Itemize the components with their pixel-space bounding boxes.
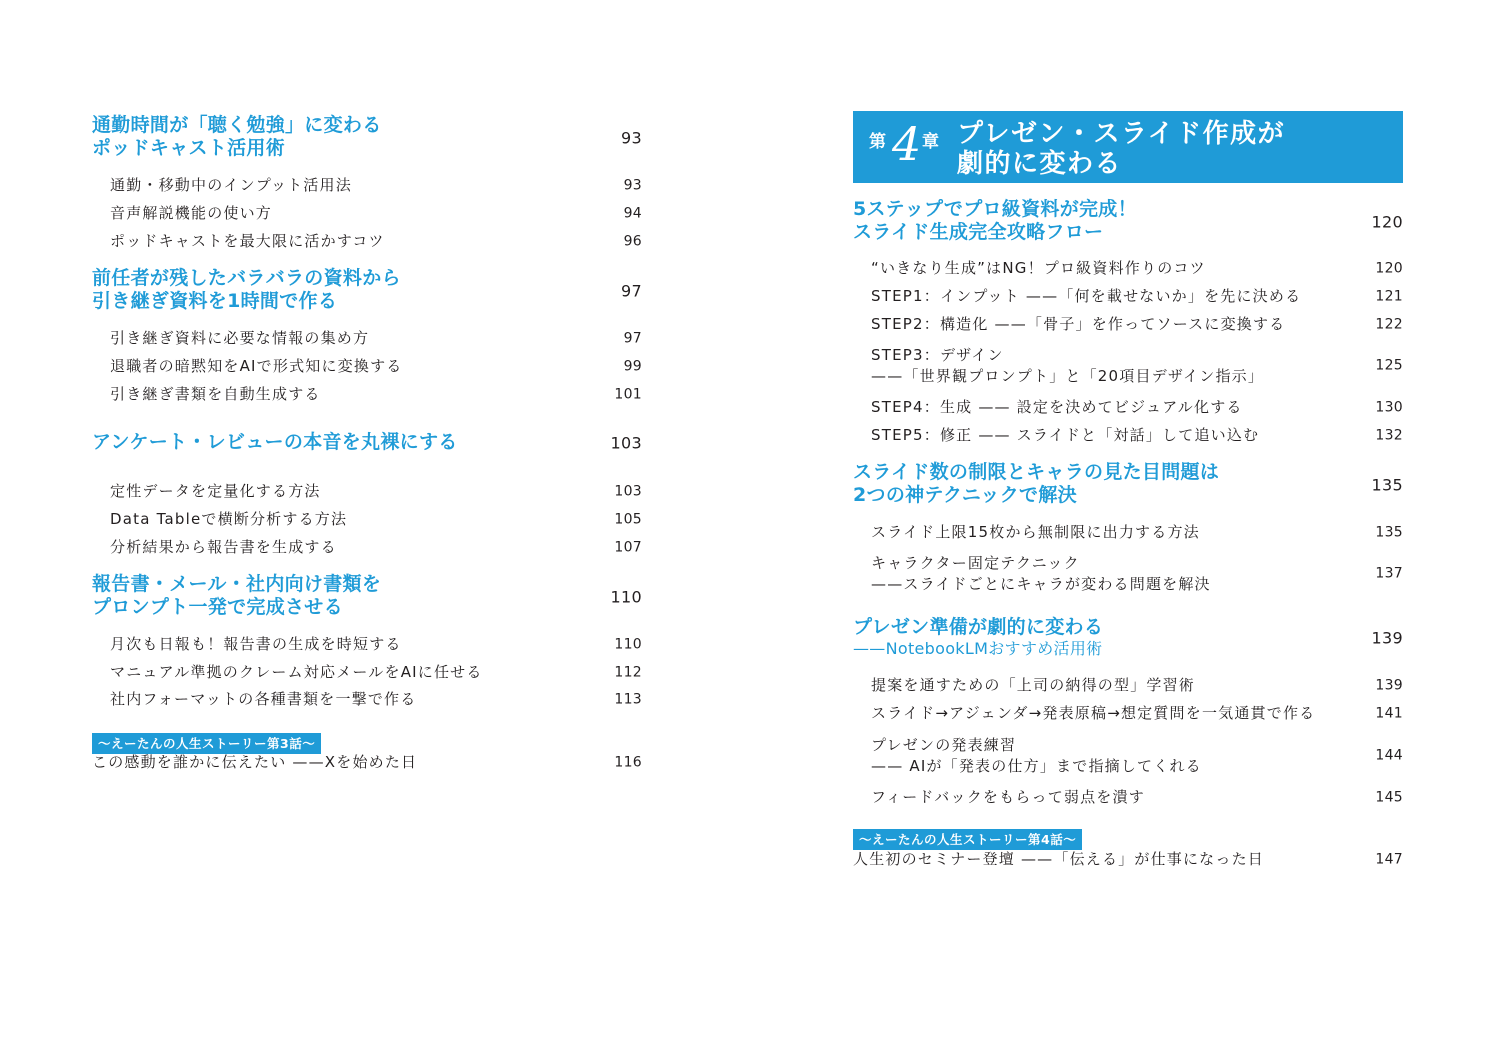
page-number: 107 <box>614 539 642 556</box>
page-number: 105 <box>614 511 642 528</box>
toc-item[interactable] <box>110 356 642 378</box>
toc-item[interactable] <box>110 509 642 531</box>
page-number: 116 <box>614 754 642 771</box>
toc-item-title: 音声解説機能の使い方 <box>110 204 273 222</box>
story-title: 人生初のセミナー登壇 ——「伝える」が仕事になった日 <box>853 850 1264 868</box>
page-number: 112 <box>614 664 642 681</box>
page-number: 121 <box>1375 288 1403 305</box>
chapter-suffix: 章 <box>922 132 939 152</box>
page-number: 125 <box>1375 357 1403 374</box>
page-number: 141 <box>1375 705 1403 722</box>
toc-item[interactable] <box>110 537 642 559</box>
page-number: 147 <box>1375 851 1403 868</box>
section-title-line: スライド生成完全攻略フロー <box>853 221 1104 243</box>
page-number: 122 <box>1375 316 1403 333</box>
section-title-line: 前任者が残したバラバラの資料から <box>92 267 401 289</box>
section-heading[interactable] <box>92 431 642 455</box>
toc-item-title: スライド→アジェンダ→発表原稿→想定質問を一気通貫で作る <box>871 704 1316 722</box>
story-title: この感動を誰かに伝えたい ——Xを始めた日 <box>92 753 418 771</box>
page-number: 113 <box>614 691 642 708</box>
section-heading[interactable] <box>92 114 642 162</box>
page-number: 94 <box>623 205 642 222</box>
toc-item-title: Data Tableで横断分析する方法 <box>110 510 348 528</box>
page-number: 103 <box>610 433 642 453</box>
page-number: 144 <box>1375 747 1403 764</box>
page-number: 145 <box>1375 789 1403 806</box>
toc-item-title: 引き継ぎ資料に必要な情報の集め方 <box>110 329 370 347</box>
toc-item-title: STEP1：インプット ——「何を載せないか」を先に決める <box>871 287 1302 305</box>
story-entry[interactable] <box>853 849 1403 871</box>
toc-item[interactable] <box>871 345 1403 387</box>
section-title-line: 2つの神テクニックで解決 <box>853 484 1077 506</box>
chapter-label: 第 <box>869 132 886 152</box>
toc-item-title: マニュアル準拠のクレーム対応メールをAIに任せる <box>110 663 483 681</box>
story-entry[interactable] <box>92 752 642 774</box>
section-subtitle: ——NotebookLMおすすめ活用術 <box>853 639 1103 658</box>
toc-item[interactable] <box>110 384 642 406</box>
chapter-number: 4 <box>892 117 922 171</box>
toc-item-title: 社内フォーマットの各種書類を一撃で作る <box>110 690 417 708</box>
toc-item-title: フィードバックをもらって弱点を潰す <box>871 788 1145 806</box>
section-title-line: スライド数の制限とキャラの見た目問題は <box>853 461 1220 483</box>
toc-item-title: 提案を通すための「上司の納得の型」学習術 <box>871 676 1196 694</box>
toc-item[interactable] <box>871 286 1403 308</box>
chapter-title-line: 劇的に変わる <box>957 149 1123 179</box>
page-number: 132 <box>1375 427 1403 444</box>
page-number: 135 <box>1375 524 1403 541</box>
section-heading[interactable] <box>853 198 1403 246</box>
page-number: 99 <box>623 358 642 375</box>
toc-item[interactable] <box>110 481 642 503</box>
section-title-line: 報告書・メール・社内向け書類を <box>92 573 382 595</box>
section-heading[interactable] <box>92 267 642 315</box>
page-number: 110 <box>610 587 642 607</box>
toc-item-title: 分析結果から報告書を生成する <box>110 538 337 556</box>
toc-item[interactable] <box>871 397 1403 419</box>
page-number: 139 <box>1371 628 1403 648</box>
page-number: 93 <box>623 177 642 194</box>
toc-item[interactable] <box>110 662 642 684</box>
toc-item-title: ——スライドごとにキャラが変わる問題を解決 <box>871 575 1211 593</box>
toc-item-title: —— AIが「発表の仕方」まで指摘してくれる <box>871 757 1202 775</box>
toc-item-title: STEP4：生成 —— 設定を決めてビジュアル化する <box>871 398 1243 416</box>
page-number: 97 <box>621 281 642 301</box>
section-title-line: プレゼン準備が劇的に変わる <box>853 616 1104 638</box>
toc-item-title: ポッドキャストを最大限に活かすコツ <box>110 232 385 250</box>
toc-item[interactable] <box>871 703 1403 725</box>
page-number: 110 <box>614 636 642 653</box>
story-badge: 〜えーたんの人生ストーリー第3話〜 <box>92 733 321 754</box>
toc-item-title: プレゼンの発表練習 <box>871 736 1017 754</box>
section-title-line: プロンプト一発で完成させる <box>92 596 343 618</box>
toc-item-title: 通勤・移動中のインプット活用法 <box>110 176 352 194</box>
toc-item-title: 引き継ぎ書類を自動生成する <box>110 385 321 403</box>
chapter-title <box>957 119 1285 179</box>
page-number: 139 <box>1375 677 1403 694</box>
toc-item[interactable] <box>110 175 642 197</box>
page-number: 93 <box>621 128 642 148</box>
section-heading[interactable] <box>92 573 642 621</box>
section-title-line: 引き継ぎ資料を1時間で作る <box>92 290 338 312</box>
toc-item-title: ——「世界観プロンプト」と「20項目デザイン指示」 <box>871 367 1265 385</box>
chapter-banner <box>853 111 1403 183</box>
page-number: 103 <box>614 483 642 500</box>
page-number: 130 <box>1375 399 1403 416</box>
page-number: 137 <box>1375 565 1403 582</box>
toc-item-title: 退職者の暗黙知をAIで形式知に変換する <box>110 357 403 375</box>
toc-item[interactable] <box>871 258 1403 280</box>
toc-item[interactable] <box>871 522 1403 544</box>
toc-item[interactable] <box>110 328 642 350</box>
toc-item-title: キャラクター固定テクニック <box>871 554 1080 572</box>
toc-item-title: 定性データを定量化する方法 <box>110 482 321 500</box>
toc-item[interactable] <box>871 675 1403 697</box>
page-number: 96 <box>623 233 642 250</box>
toc-item-title: STEP3：デザイン <box>871 346 1004 364</box>
chapter-title-line: プレゼン・スライド作成が <box>957 119 1286 149</box>
toc-item-title: “いきなり生成”はNG！プロ級資料作りのコツ <box>871 259 1206 277</box>
toc-item[interactable] <box>110 634 642 656</box>
page-number: 120 <box>1375 260 1403 277</box>
section-title-line: 通勤時間が「聴く勉強」に変わる <box>92 114 382 136</box>
toc-item[interactable] <box>110 689 642 711</box>
section-heading[interactable] <box>853 461 1403 509</box>
toc-item-title: 月次も日報も！報告書の生成を時短する <box>110 635 402 653</box>
toc-item[interactable] <box>110 203 642 225</box>
section-title-line: アンケート・レビューの本音を丸裸にする <box>92 431 458 453</box>
section-title-line: ポッドキャスト活用術 <box>92 137 286 159</box>
toc-item[interactable] <box>110 231 642 253</box>
toc-item[interactable] <box>871 787 1403 809</box>
toc-item[interactable] <box>871 553 1403 595</box>
toc-item[interactable] <box>871 314 1403 336</box>
page-number: 120 <box>1371 212 1403 232</box>
toc-item[interactable] <box>871 425 1403 447</box>
story-badge: 〜えーたんの人生ストーリー第4話〜 <box>853 829 1082 850</box>
section-heading[interactable] <box>853 616 1403 660</box>
toc-item-title: STEP5：修正 —— スライドと「対話」して追い込む <box>871 426 1260 444</box>
page-number: 97 <box>623 330 642 347</box>
toc-item[interactable] <box>871 735 1403 777</box>
page-number: 101 <box>614 386 642 403</box>
page-number: 135 <box>1371 475 1403 495</box>
toc-item-title: STEP2：構造化 ——「骨子」を作ってソースに変換する <box>871 315 1286 333</box>
toc-item-title: スライド上限15枚から無制限に出力する方法 <box>871 523 1200 541</box>
section-title-line: 5ステップでプロ級資料が完成！ <box>853 198 1137 220</box>
